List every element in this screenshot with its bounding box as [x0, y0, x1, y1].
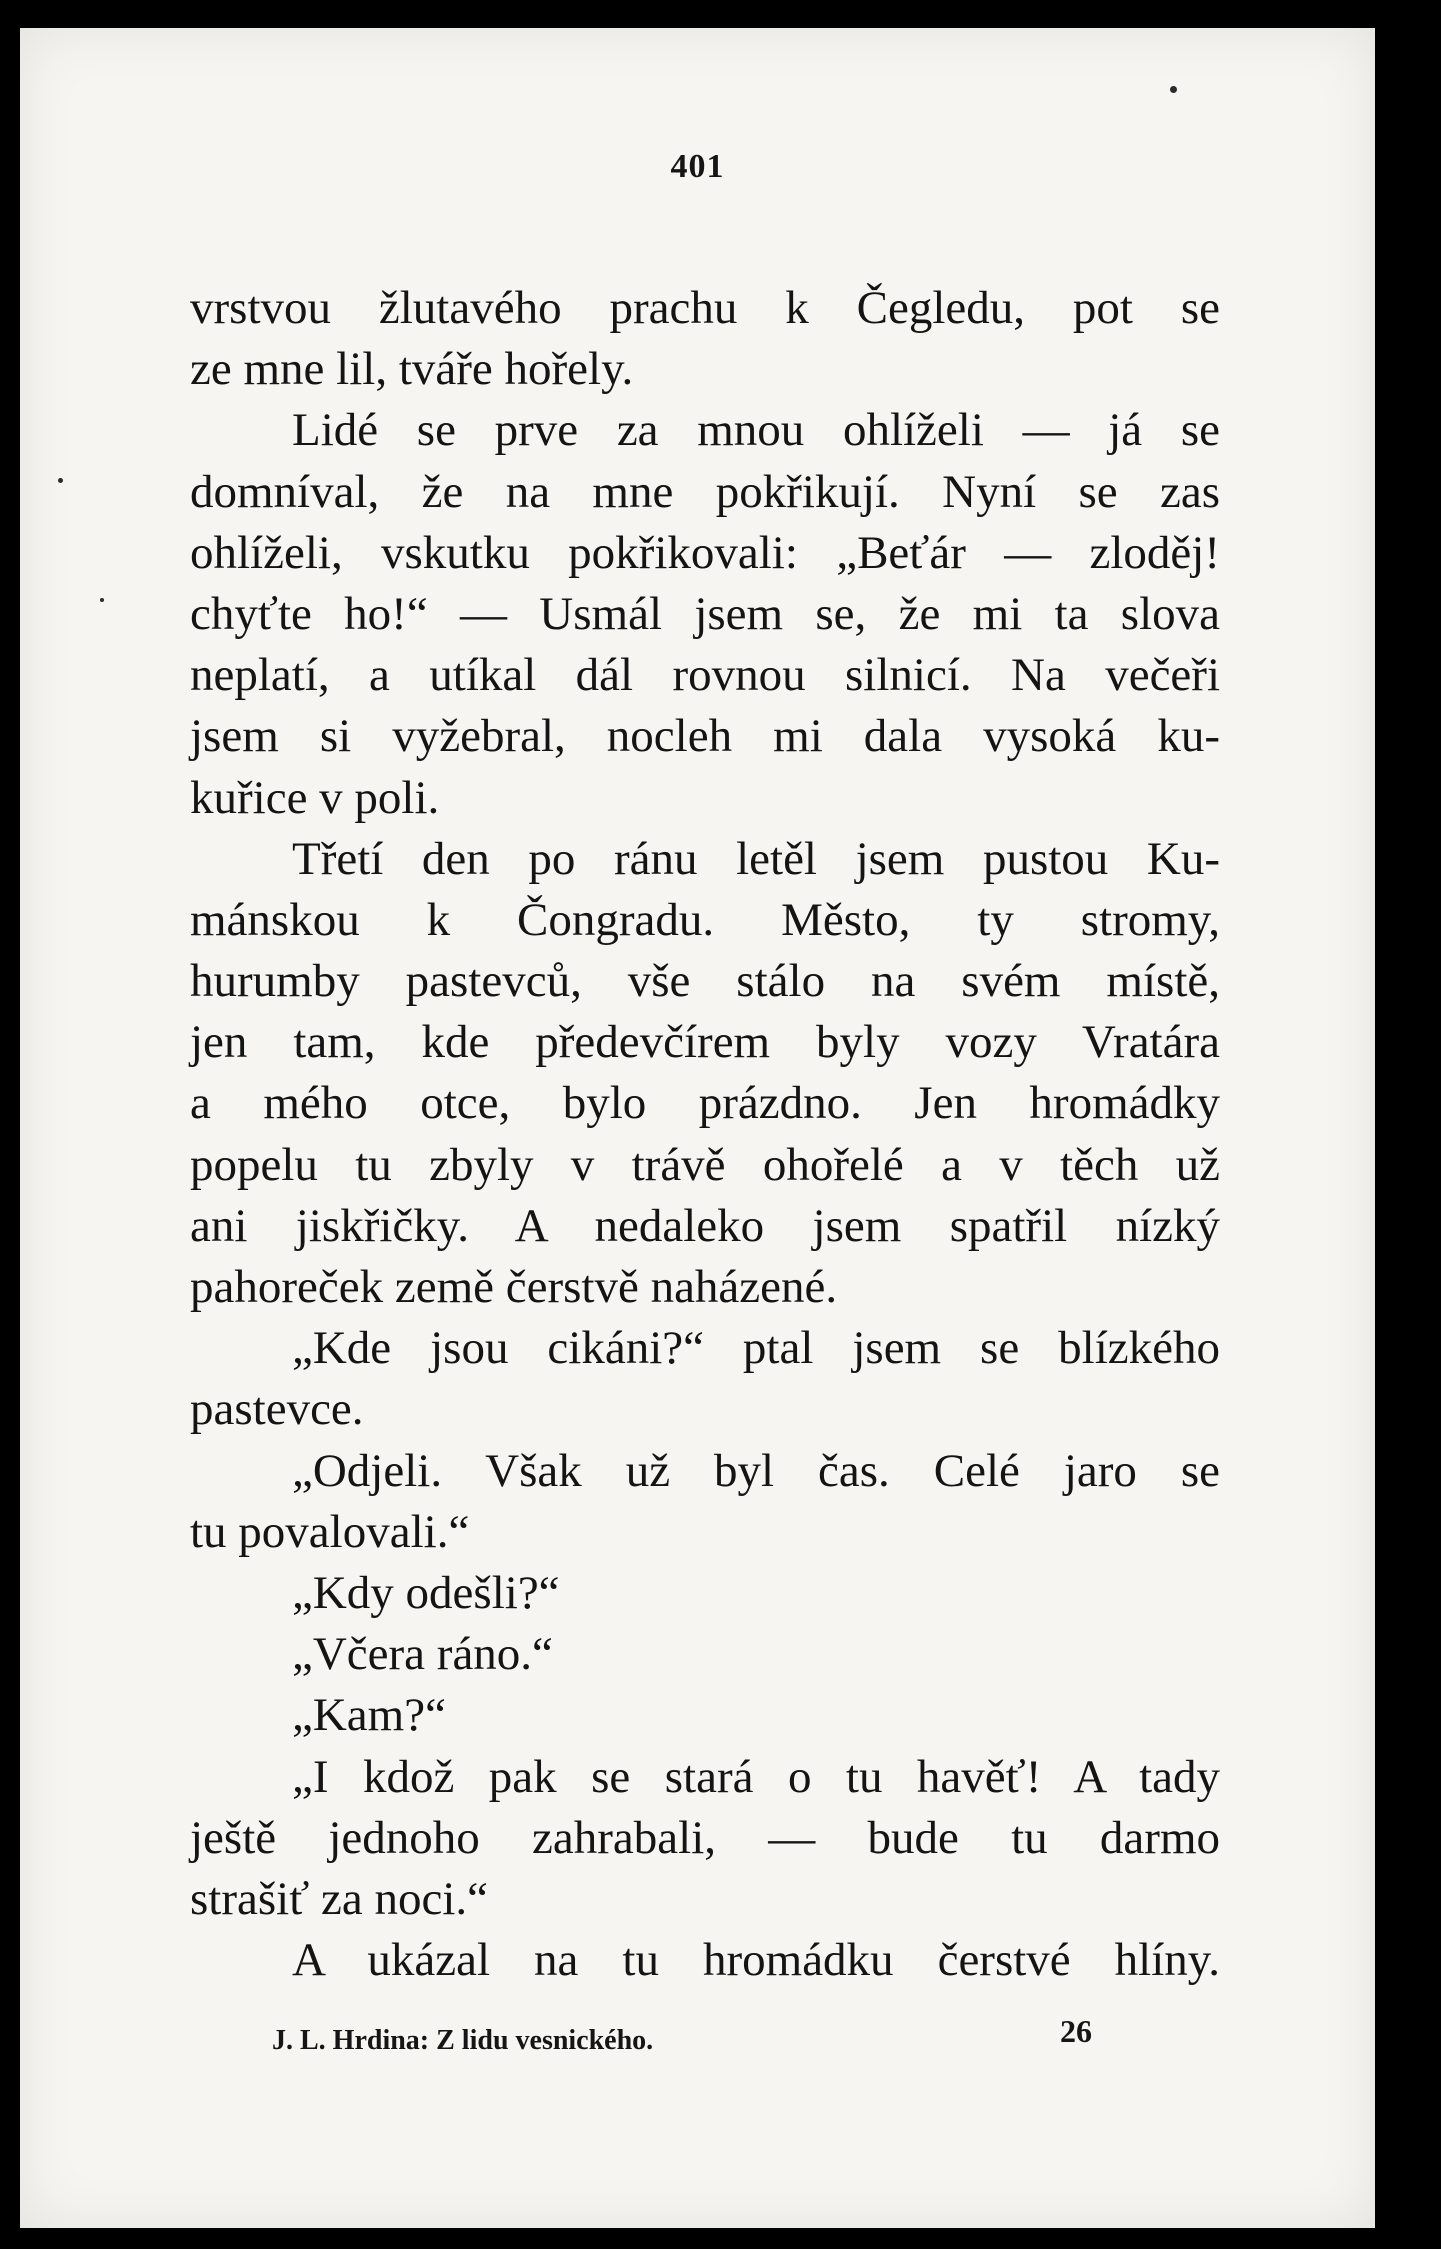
body-text [190, 278, 1220, 1991]
ink-speck [58, 478, 63, 483]
text-line: A ukázal na tu hromádku čerstvé hlíny. [292, 1934, 1220, 1987]
text-line: ze mne lil, tváře hořely. [190, 343, 634, 396]
text-line: „Kde jsou cikáni?“ ptal jsem se blízkého [292, 1322, 1220, 1375]
text-line: Lidé se prve za mnou ohlíželi — já se [292, 404, 1220, 457]
text-line: neplatí, a utíkal dál rovnou silnicí. Na večeři [190, 649, 1220, 702]
text-line: „I kdož pak se stará o tu havěť! A tady [292, 1750, 1220, 1803]
ink-speck [1170, 86, 1177, 93]
text-line: vrstvou žlutavého prachu k Čegledu, pot se [190, 282, 1220, 334]
text-line: „Odjeli. Však už byl čas. Celé jaro se [292, 1444, 1220, 1497]
text-line: pahoreček země čerstvě naházené. [190, 1261, 838, 1313]
text-line: tu povalovali.“ [190, 1505, 470, 1558]
text-line: ani jiskřičky. A nedaleko jsem spatřil nízký [190, 1199, 1220, 1252]
ink-speck [100, 598, 104, 602]
book-page [20, 28, 1375, 2228]
text-line: domníval, že na mne pokřikují. Nyní se zas [190, 465, 1220, 518]
sheet-number: 26 [1060, 2013, 1092, 2049]
text-line: hurumby pastevců, vše stálo na svém místě, [190, 955, 1220, 1008]
text-line: ještě jednoho zahrabali, — bude tu darmo [190, 1811, 1220, 1864]
text-line: jsem si vyžebral, nocleh mi dala vysoká ku- [190, 710, 1220, 763]
text-line: jen tam, kde předevčírem byly vozy Vratára [190, 1016, 1220, 1069]
text-line: mánskou k Čongradu. Město, ty stromy, [190, 893, 1220, 946]
text-line: „Kdy odešli?“ [292, 1566, 560, 1619]
text-line: „Včera ráno.“ [292, 1628, 553, 1681]
text-line: „Kam?“ [292, 1689, 446, 1742]
text-line: ohlíželi, vskutku pokřikovali: „Beťár — zloděj! [190, 526, 1220, 579]
text-line: kuřice v poli. [190, 771, 440, 824]
text-line: chyťte ho!“ — Usmál jsem se, že mi ta slova [190, 587, 1220, 640]
text-line: strašiť za noci.“ [190, 1872, 489, 1925]
printer-signature: J. L. Hrdina: Z lidu vesnického. [272, 2025, 654, 2056]
text-line: pastevce. [190, 1383, 364, 1436]
text-line: Třetí den po ránu letěl jsem pustou Ku- [292, 832, 1220, 885]
text-line: popelu tu zbyly v trávě ohořelé a v těch už [190, 1138, 1220, 1191]
page-number: 401 [670, 148, 725, 185]
text-line: a mého otce, bylo prázdno. Jen hromádky [190, 1077, 1220, 1130]
